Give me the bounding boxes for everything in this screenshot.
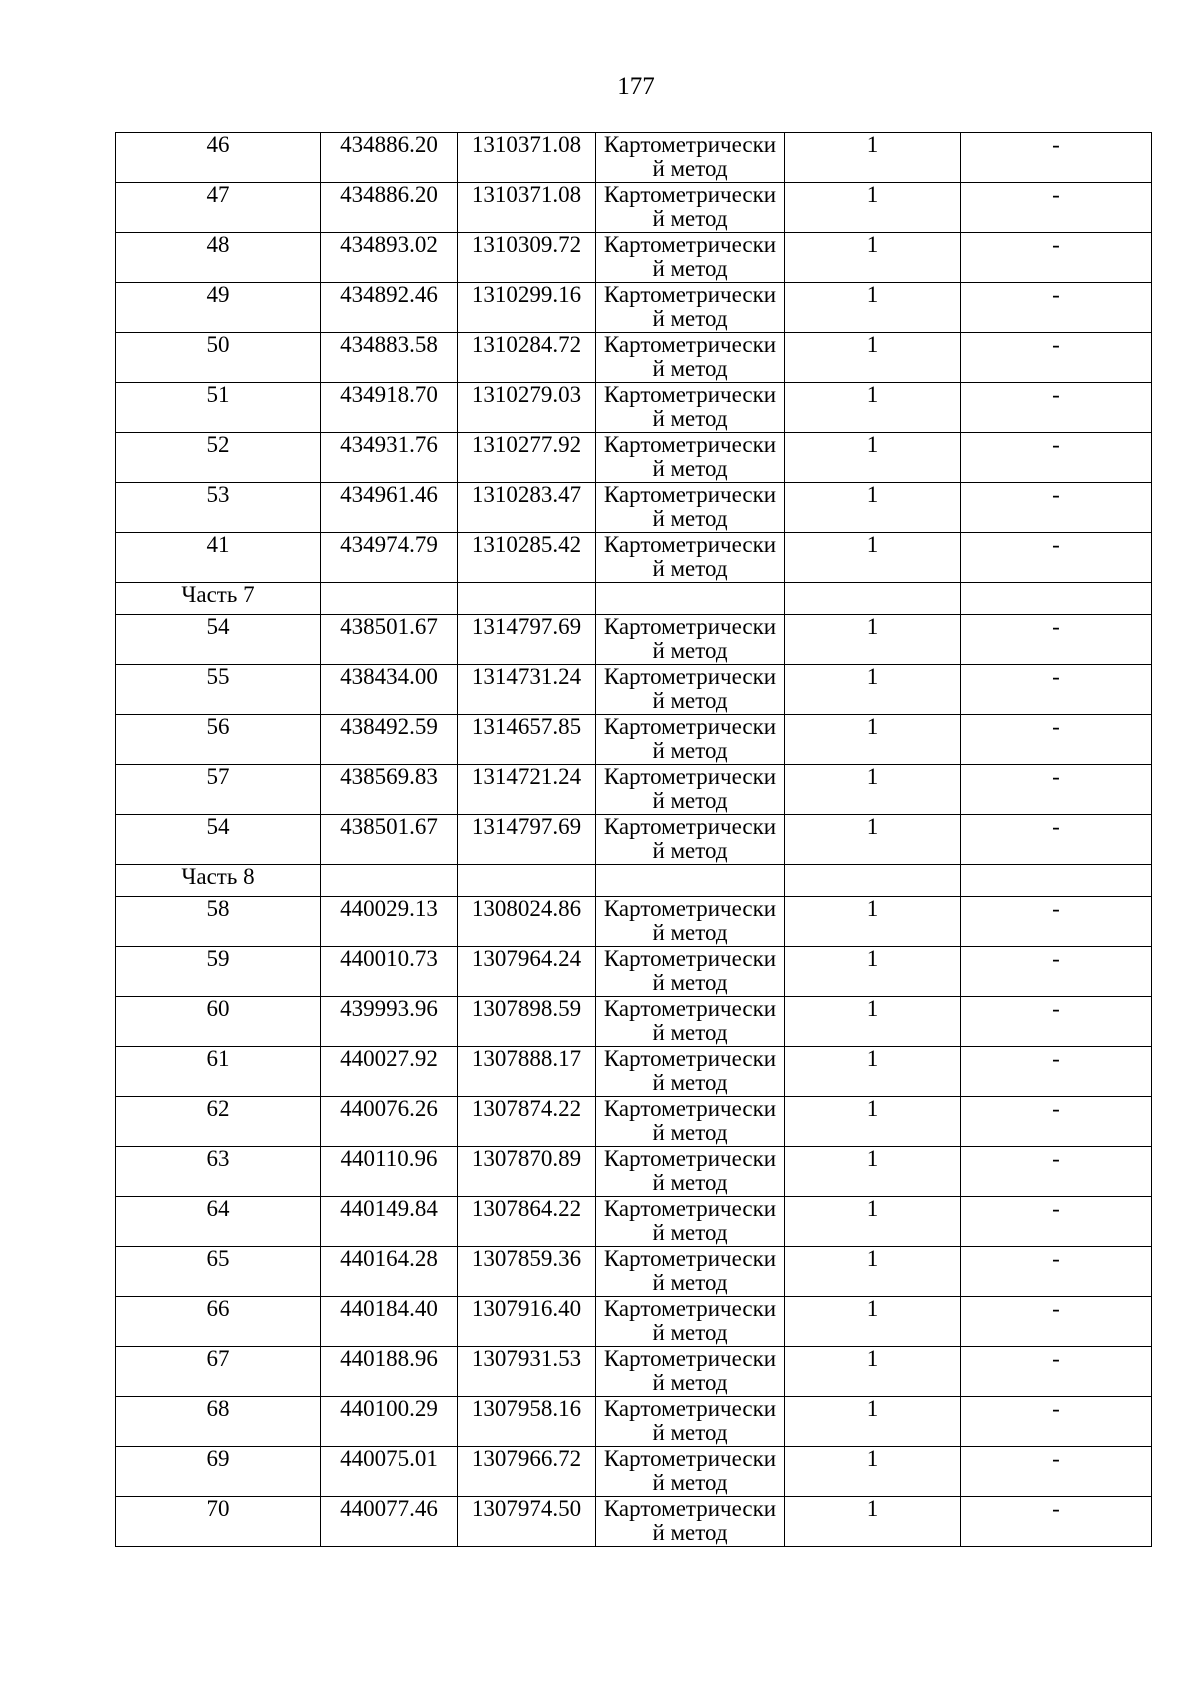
accuracy-cell: 1	[785, 433, 961, 483]
x-coordinate-cell: 440077.46	[321, 1497, 458, 1547]
y-coordinate-cell: 1308024.86	[458, 897, 596, 947]
y-coordinate-cell: 1307859.36	[458, 1247, 596, 1297]
accuracy-cell: 1	[785, 997, 961, 1047]
method-text-line1: Картометрически	[603, 332, 777, 357]
y-coordinate-cell: 1314731.24	[458, 665, 596, 715]
method-text-line1: Картометрически	[603, 714, 777, 739]
method-text-line2: й метод	[652, 206, 728, 231]
table-row	[116, 533, 1152, 583]
table-row	[116, 665, 1152, 715]
description-cell: -	[961, 533, 1152, 583]
method-cell	[596, 815, 785, 865]
point-number-cell: 52	[116, 433, 321, 483]
empty-cell	[961, 583, 1152, 615]
method-text-line2: й метод	[652, 1420, 728, 1445]
point-number-cell: 58	[116, 897, 321, 947]
accuracy-cell: 1	[785, 1147, 961, 1197]
x-coordinate-cell: 440027.92	[321, 1047, 458, 1097]
method-text-line1: Картометрически	[603, 1246, 777, 1271]
coordinates-table	[115, 132, 1152, 1547]
accuracy-cell: 1	[785, 1247, 961, 1297]
empty-cell	[596, 865, 785, 897]
method-cell	[596, 483, 785, 533]
accuracy-cell: 1	[785, 533, 961, 583]
page-number: 177	[617, 73, 655, 100]
y-coordinate-cell: 1307958.16	[458, 1397, 596, 1447]
method-text-line2: й метод	[652, 256, 728, 281]
description-cell: -	[961, 715, 1152, 765]
x-coordinate-cell: 434918.70	[321, 383, 458, 433]
y-coordinate-cell: 1307864.22	[458, 1197, 596, 1247]
description-cell: -	[961, 1347, 1152, 1397]
point-number-cell: 49	[116, 283, 321, 333]
accuracy-cell: 1	[785, 615, 961, 665]
point-number-cell: 54	[116, 615, 321, 665]
x-coordinate-cell: 438501.67	[321, 815, 458, 865]
description-cell: -	[961, 665, 1152, 715]
y-coordinate-cell: 1310299.16	[458, 283, 596, 333]
description-cell: -	[961, 997, 1152, 1047]
x-coordinate-cell: 440076.26	[321, 1097, 458, 1147]
method-text-line1: Картометрически	[603, 664, 777, 689]
x-coordinate-cell: 438434.00	[321, 665, 458, 715]
y-coordinate-cell: 1307888.17	[458, 1047, 596, 1097]
y-coordinate-cell: 1310277.92	[458, 433, 596, 483]
y-coordinate-cell: 1310283.47	[458, 483, 596, 533]
accuracy-cell: 1	[785, 715, 961, 765]
method-text-line1: Картометрически	[603, 996, 777, 1021]
method-text-line1: Картометрически	[603, 1496, 777, 1521]
method-text-line2: й метод	[652, 156, 728, 181]
method-cell	[596, 433, 785, 483]
point-number-cell: 56	[116, 715, 321, 765]
point-number-cell: 64	[116, 1197, 321, 1247]
method-cell	[596, 1397, 785, 1447]
description-cell: -	[961, 1147, 1152, 1197]
point-number-cell: 57	[116, 765, 321, 815]
section-header-row	[116, 865, 1152, 897]
y-coordinate-cell: 1307916.40	[458, 1297, 596, 1347]
point-number-cell: 48	[116, 233, 321, 283]
y-coordinate-cell: 1310285.42	[458, 533, 596, 583]
table-row	[116, 947, 1152, 997]
empty-cell	[961, 865, 1152, 897]
coordinates-table-body	[116, 133, 1152, 1547]
description-cell: -	[961, 1047, 1152, 1097]
description-cell: -	[961, 765, 1152, 815]
description-cell: -	[961, 615, 1152, 665]
y-coordinate-cell: 1307898.59	[458, 997, 596, 1047]
accuracy-cell: 1	[785, 947, 961, 997]
x-coordinate-cell: 438569.83	[321, 765, 458, 815]
accuracy-cell: 1	[785, 897, 961, 947]
x-coordinate-cell: 440010.73	[321, 947, 458, 997]
y-coordinate-cell: 1310371.08	[458, 133, 596, 183]
method-text-line2: й метод	[652, 1020, 728, 1045]
method-text-line1: Картометрически	[603, 532, 777, 557]
point-number-cell: 62	[116, 1097, 321, 1147]
method-cell	[596, 183, 785, 233]
method-text-line2: й метод	[652, 1270, 728, 1295]
method-text-line1: Картометрически	[603, 382, 777, 407]
point-number-cell: 69	[116, 1447, 321, 1497]
point-number-cell: 60	[116, 997, 321, 1047]
method-cell	[596, 283, 785, 333]
y-coordinate-cell: 1307874.22	[458, 1097, 596, 1147]
method-text-line1: Картометрически	[603, 946, 777, 971]
method-text-line2: й метод	[652, 970, 728, 995]
y-coordinate-cell: 1314797.69	[458, 615, 596, 665]
method-cell	[596, 1247, 785, 1297]
table-row	[116, 615, 1152, 665]
empty-cell	[458, 583, 596, 615]
point-number-cell: 51	[116, 383, 321, 433]
method-text-line1: Картометрически	[603, 1296, 777, 1321]
point-number-cell: 68	[116, 1397, 321, 1447]
x-coordinate-cell: 434961.46	[321, 483, 458, 533]
table-row	[116, 183, 1152, 233]
table-row	[116, 133, 1152, 183]
method-text-line1: Картометрически	[603, 132, 777, 157]
method-text-line1: Картометрически	[603, 1396, 777, 1421]
method-cell	[596, 615, 785, 665]
point-number-cell: 53	[116, 483, 321, 533]
table-row	[116, 1097, 1152, 1147]
method-cell	[596, 1097, 785, 1147]
x-coordinate-cell: 440100.29	[321, 1397, 458, 1447]
accuracy-cell: 1	[785, 333, 961, 383]
empty-cell	[321, 583, 458, 615]
method-text-line1: Картометрически	[603, 1096, 777, 1121]
method-text-line1: Картометрически	[603, 1196, 777, 1221]
table-row	[116, 765, 1152, 815]
method-cell	[596, 897, 785, 947]
description-cell: -	[961, 815, 1152, 865]
y-coordinate-cell: 1310279.03	[458, 383, 596, 433]
method-cell	[596, 665, 785, 715]
method-text-line1: Картометрически	[603, 182, 777, 207]
accuracy-cell: 1	[785, 1097, 961, 1147]
description-cell: -	[961, 1247, 1152, 1297]
table-row	[116, 433, 1152, 483]
method-text-line1: Картометрически	[603, 764, 777, 789]
method-text-line2: й метод	[652, 1220, 728, 1245]
point-number-cell: 54	[116, 815, 321, 865]
point-number-cell: 61	[116, 1047, 321, 1097]
method-text-line2: й метод	[652, 738, 728, 763]
empty-cell	[785, 865, 961, 897]
x-coordinate-cell: 440184.40	[321, 1297, 458, 1347]
point-number-cell: 65	[116, 1247, 321, 1297]
description-cell: -	[961, 1497, 1152, 1547]
point-number-cell: 47	[116, 183, 321, 233]
y-coordinate-cell: 1307870.89	[458, 1147, 596, 1197]
table-row	[116, 483, 1152, 533]
y-coordinate-cell: 1307966.72	[458, 1447, 596, 1497]
method-cell	[596, 1447, 785, 1497]
y-coordinate-cell: 1314797.69	[458, 815, 596, 865]
table-row	[116, 1297, 1152, 1347]
point-number-cell: 59	[116, 947, 321, 997]
y-coordinate-cell: 1307974.50	[458, 1497, 596, 1547]
method-text-line1: Картометрически	[603, 482, 777, 507]
table-row	[116, 283, 1152, 333]
point-number-cell: 70	[116, 1497, 321, 1547]
point-number-cell: 46	[116, 133, 321, 183]
accuracy-cell: 1	[785, 1497, 961, 1547]
x-coordinate-cell: 439993.96	[321, 997, 458, 1047]
accuracy-cell: 1	[785, 1197, 961, 1247]
point-number-cell: 67	[116, 1347, 321, 1397]
method-text-line2: й метод	[652, 306, 728, 331]
method-cell	[596, 997, 785, 1047]
method-text-line2: й метод	[652, 1370, 728, 1395]
accuracy-cell: 1	[785, 133, 961, 183]
section-label: Часть 8	[116, 865, 321, 897]
method-text-line1: Картометрически	[603, 282, 777, 307]
description-cell: -	[961, 283, 1152, 333]
description-cell: -	[961, 233, 1152, 283]
accuracy-cell: 1	[785, 1397, 961, 1447]
accuracy-cell: 1	[785, 765, 961, 815]
description-cell: -	[961, 1197, 1152, 1247]
point-number-cell: 41	[116, 533, 321, 583]
table-row	[116, 1497, 1152, 1547]
method-text-line1: Картометрически	[603, 896, 777, 921]
empty-cell	[785, 583, 961, 615]
empty-cell	[321, 865, 458, 897]
table-row	[116, 1397, 1152, 1447]
section-header-row	[116, 583, 1152, 615]
accuracy-cell: 1	[785, 1347, 961, 1397]
x-coordinate-cell: 434892.46	[321, 283, 458, 333]
y-coordinate-cell: 1307931.53	[458, 1347, 596, 1397]
method-text-line2: й метод	[652, 788, 728, 813]
method-text-line2: й метод	[652, 1520, 728, 1545]
method-text-line2: й метод	[652, 688, 728, 713]
x-coordinate-cell: 440149.84	[321, 1197, 458, 1247]
description-cell: -	[961, 1397, 1152, 1447]
description-cell: -	[961, 1097, 1152, 1147]
accuracy-cell: 1	[785, 183, 961, 233]
method-cell	[596, 1347, 785, 1397]
point-number-cell: 63	[116, 1147, 321, 1197]
accuracy-cell: 1	[785, 1297, 961, 1347]
method-cell	[596, 715, 785, 765]
accuracy-cell: 1	[785, 665, 961, 715]
method-text-line2: й метод	[652, 406, 728, 431]
method-text-line1: Картометрически	[603, 1446, 777, 1471]
y-coordinate-cell: 1310284.72	[458, 333, 596, 383]
x-coordinate-cell: 434883.58	[321, 333, 458, 383]
description-cell: -	[961, 183, 1152, 233]
description-cell: -	[961, 483, 1152, 533]
method-text-line2: й метод	[652, 556, 728, 581]
method-cell	[596, 1297, 785, 1347]
x-coordinate-cell: 434886.20	[321, 183, 458, 233]
y-coordinate-cell: 1314657.85	[458, 715, 596, 765]
method-cell	[596, 947, 785, 997]
method-cell	[596, 383, 785, 433]
table-row	[116, 233, 1152, 283]
table-row	[116, 897, 1152, 947]
method-text-line1: Картометрически	[603, 814, 777, 839]
description-cell: -	[961, 133, 1152, 183]
empty-cell	[458, 865, 596, 897]
method-text-line2: й метод	[652, 456, 728, 481]
method-text-line2: й метод	[652, 356, 728, 381]
table-row	[116, 1447, 1152, 1497]
x-coordinate-cell: 434974.79	[321, 533, 458, 583]
x-coordinate-cell: 438501.67	[321, 615, 458, 665]
method-cell	[596, 533, 785, 583]
method-text-line1: Картометрически	[603, 1146, 777, 1171]
table-row	[116, 997, 1152, 1047]
y-coordinate-cell: 1310371.08	[458, 183, 596, 233]
method-cell	[596, 133, 785, 183]
table-row	[116, 815, 1152, 865]
table-row	[116, 715, 1152, 765]
point-number-cell: 55	[116, 665, 321, 715]
x-coordinate-cell: 440110.96	[321, 1147, 458, 1197]
method-text-line2: й метод	[652, 1320, 728, 1345]
method-cell	[596, 765, 785, 815]
method-cell	[596, 1047, 785, 1097]
method-text-line1: Картометрически	[603, 614, 777, 639]
description-cell: -	[961, 1447, 1152, 1497]
x-coordinate-cell: 434893.02	[321, 233, 458, 283]
method-cell	[596, 333, 785, 383]
x-coordinate-cell: 440075.01	[321, 1447, 458, 1497]
accuracy-cell: 1	[785, 383, 961, 433]
accuracy-cell: 1	[785, 483, 961, 533]
point-number-cell: 66	[116, 1297, 321, 1347]
empty-cell	[596, 583, 785, 615]
table-row	[116, 333, 1152, 383]
description-cell: -	[961, 383, 1152, 433]
x-coordinate-cell: 440029.13	[321, 897, 458, 947]
description-cell: -	[961, 333, 1152, 383]
table-row	[116, 1147, 1152, 1197]
point-number-cell: 50	[116, 333, 321, 383]
table-row	[116, 1197, 1152, 1247]
y-coordinate-cell: 1314721.24	[458, 765, 596, 815]
method-text-line2: й метод	[652, 1170, 728, 1195]
x-coordinate-cell: 434931.76	[321, 433, 458, 483]
method-cell	[596, 233, 785, 283]
y-coordinate-cell: 1307964.24	[458, 947, 596, 997]
method-text-line2: й метод	[652, 638, 728, 663]
accuracy-cell: 1	[785, 815, 961, 865]
method-text-line2: й метод	[652, 838, 728, 863]
method-text-line2: й метод	[652, 506, 728, 531]
x-coordinate-cell: 434886.20	[321, 133, 458, 183]
method-text-line1: Картометрически	[603, 1346, 777, 1371]
method-text-line2: й метод	[652, 1120, 728, 1145]
accuracy-cell: 1	[785, 1047, 961, 1097]
table-row	[116, 383, 1152, 433]
method-cell	[596, 1147, 785, 1197]
description-cell: -	[961, 947, 1152, 997]
accuracy-cell: 1	[785, 283, 961, 333]
method-text-line2: й метод	[652, 1470, 728, 1495]
table-row	[116, 1347, 1152, 1397]
x-coordinate-cell: 438492.59	[321, 715, 458, 765]
x-coordinate-cell: 440164.28	[321, 1247, 458, 1297]
y-coordinate-cell: 1310309.72	[458, 233, 596, 283]
description-cell: -	[961, 1297, 1152, 1347]
method-text-line1: Картометрически	[603, 232, 777, 257]
method-text-line2: й метод	[652, 920, 728, 945]
method-cell	[596, 1497, 785, 1547]
description-cell: -	[961, 433, 1152, 483]
table-row	[116, 1247, 1152, 1297]
table-row	[116, 1047, 1152, 1097]
method-cell	[596, 1197, 785, 1247]
section-label: Часть 7	[116, 583, 321, 615]
description-cell: -	[961, 897, 1152, 947]
x-coordinate-cell: 440188.96	[321, 1347, 458, 1397]
method-text-line1: Картометрически	[603, 432, 777, 457]
method-text-line2: й метод	[652, 1070, 728, 1095]
accuracy-cell: 1	[785, 233, 961, 283]
method-text-line1: Картометрически	[603, 1046, 777, 1071]
accuracy-cell: 1	[785, 1447, 961, 1497]
